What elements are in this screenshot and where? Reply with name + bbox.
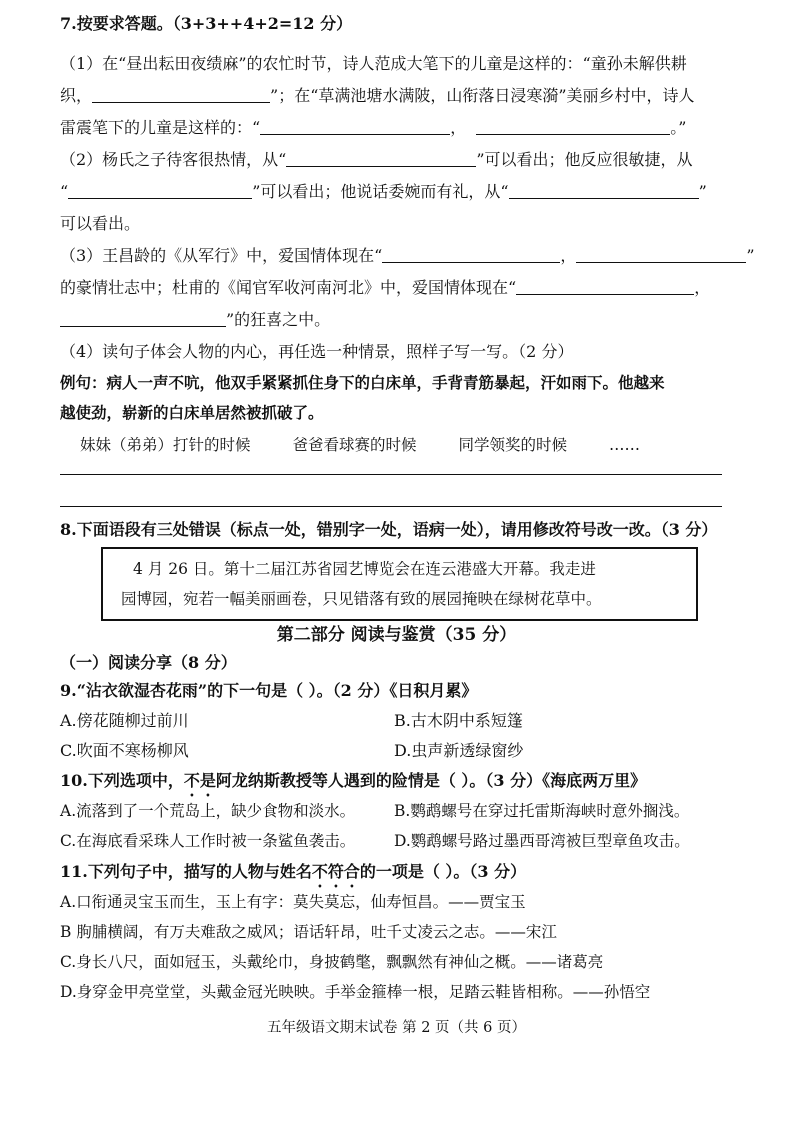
q7-part3-line2: 的豪情壮志中；杜甫的《闻官军收河南河北》中，爱国情体现在“ ， <box>60 278 711 297</box>
q11-option-b[interactable]: B 朐脯横阔，有万夫难敌之威风；语话轩昂，吐千丈凌云之志。——宋江 <box>60 923 557 941</box>
scenario-option: 爸爸看球赛的时候 <box>292 436 417 454</box>
q7-part1-line1: （1）在“昼出耘田夜绩麻”的农忙时节，诗人范成大笔下的儿童是这样的：“童孙未解供耕 <box>60 54 687 73</box>
q8-passage-line1: 4 月 26 日。第十二届江苏省园艺博览会在连云港盛大开幕。我走进 <box>133 560 596 578</box>
part2-title: 第二部分 阅读与鉴赏（35 分） <box>276 625 517 645</box>
answer-blank[interactable] <box>92 86 270 103</box>
q7-example-line1: 例句：病人一声不吭，他双手紧紧抓住身下的白床单，手背青筋暴起，汗如雨下。他越来 <box>60 373 665 392</box>
q10-title: 10.下列选项中，不是阿龙纳斯教授等人遇到的险情是（ ）。（3 分）《海底两万里》 <box>60 771 647 790</box>
q7-part3-line3: ”的狂喜之中。 <box>60 308 733 332</box>
q11-option-d[interactable]: D.身穿金甲亮堂堂，头戴金冠光映映。手举金箍棒一根，足踏云鞋皆相称。——孙悟空 <box>60 983 651 1001</box>
q9-option-b[interactable]: B.古木阴中系短篷 <box>394 711 523 730</box>
q9-option-a[interactable]: A.傍花随柳过前川 <box>60 711 189 730</box>
q7-example-line2: 越使劲，崭新的白床单居然被抓破了。 <box>60 403 324 422</box>
answer-blank[interactable] <box>60 310 226 327</box>
answer-blank[interactable] <box>382 246 560 263</box>
scenario-option: 妹妹（弟弟）打针的时候 <box>80 436 251 454</box>
q10-option-b[interactable]: B.鹦鹉螺号在穿过托雷斯海峡时意外搁浅。 <box>394 802 690 820</box>
q9-title: 9.“沾衣欲湿杏花雨”的下一句是（ ）。（2 分）《日积月累》 <box>60 681 478 700</box>
q7-part2-line3: 可以看出。 <box>60 214 141 233</box>
answer-blank[interactable] <box>509 182 699 199</box>
q7-title: 7.按要求答题。（3+3++4+2=12 分） <box>60 14 353 33</box>
page-footer: 五年级语文期末试卷 第 2 页（共 6 页） <box>267 1020 526 1036</box>
q7-part2-line1: （2）杨氏之子待客很热情，从“ ”可以看出；他反应很敏捷，从 <box>60 150 693 169</box>
answer-blank[interactable] <box>516 278 694 295</box>
q8-title: 8.下面语段有三处错误（标点一处，错别字一处，语病一处），请用修改符号改一改。（3 分） <box>60 520 718 539</box>
answer-blank[interactable] <box>260 118 450 135</box>
q8-passage-line2: 园博园，宛若一幅美丽画卷，只见错落有致的展园掩映在绿树花草中。 <box>121 590 602 608</box>
emphasis-not: 不是 <box>183 771 216 790</box>
q7-part3-line1: （3）王昌龄的《从军行》中，爱国情体现在“ ， ” <box>60 246 755 265</box>
q7-part1-line3: 雷震笔下的儿童是这样的：“ ， 。” <box>60 118 687 137</box>
q9-option-d[interactable]: D.虫声新透绿窗纱 <box>394 741 524 760</box>
writing-line[interactable] <box>60 474 722 475</box>
q11-title: 11.下列句子中，描写的人物与姓名不符合的一项是（ ）。（3 分） <box>60 862 527 881</box>
q11-option-c[interactable]: C.身长八尺，面如冠玉，头戴纶巾，身披鹤氅，飘飘然有神仙之概。——诸葛亮 <box>60 953 604 971</box>
q9-option-c[interactable]: C.吹面不寒杨柳风 <box>60 741 189 760</box>
q8-passage-box <box>101 547 698 621</box>
scenario-option: …… <box>609 436 641 454</box>
q7-part1-line2: 织， ”；在“草满池塘水满陂，山衔落日浸寒漪”美丽乡村中，诗人 <box>60 86 695 105</box>
part2-subsection: （一）阅读分享（8 分） <box>60 653 237 672</box>
q10-option-d[interactable]: D.鹦鹉螺号路过墨西哥湾被巨型章鱼攻击。 <box>394 832 690 850</box>
writing-line[interactable] <box>60 506 722 507</box>
q10-option-c[interactable]: C.在海底看采珠人工作时被一条鲨鱼袭击。 <box>60 832 356 850</box>
answer-blank[interactable] <box>476 118 670 135</box>
q7-part2-line2: “ ”可以看出；他说话委婉而有礼，从“ ” <box>60 182 707 201</box>
emphasis-not-match: 不符合 <box>311 862 360 881</box>
answer-blank[interactable] <box>576 246 746 263</box>
q7-scenarios <box>80 433 733 457</box>
q11-option-a[interactable]: A.口衔通灵宝玉而生，玉上有字：莫失莫忘，仙寿恒昌。——贾宝玉 <box>60 893 526 911</box>
answer-blank[interactable] <box>68 182 252 199</box>
scenario-option: 同学领奖的时候 <box>458 436 568 454</box>
q10-option-a[interactable]: A.流落到了一个荒岛上，缺少食物和淡水。 <box>60 802 356 820</box>
answer-blank[interactable] <box>286 150 476 167</box>
q7-part4-prompt: （4）读句子体会人物的内心，再任选一种情景，照样子写一写。（2 分） <box>60 342 574 361</box>
